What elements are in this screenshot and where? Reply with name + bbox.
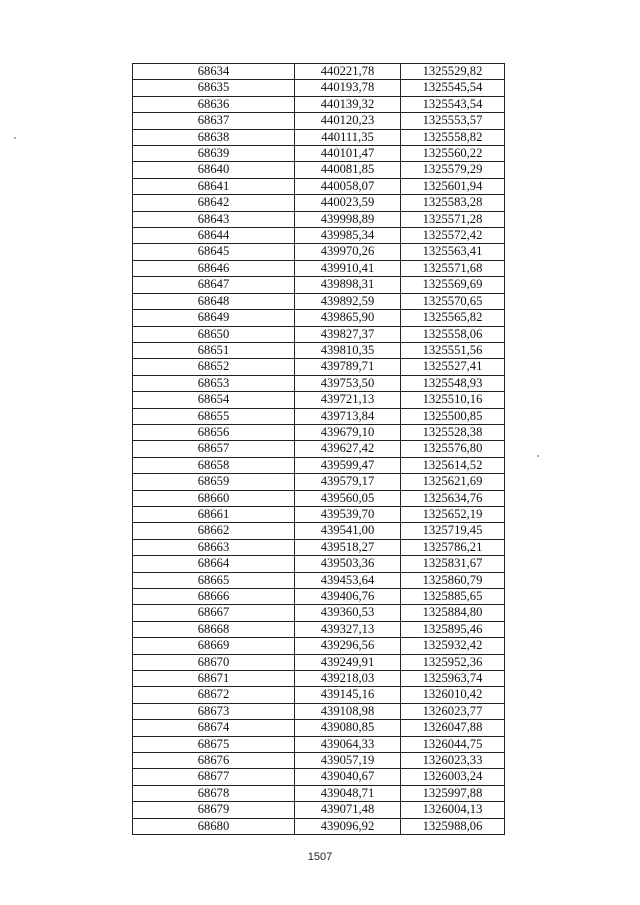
point-number-cell: 68636 (133, 96, 295, 112)
x-coordinate-cell: 439827,37 (295, 326, 401, 342)
table-row (133, 260, 505, 276)
table-row (133, 506, 505, 522)
x-coordinate-cell: 439985,34 (295, 228, 401, 244)
point-number-cell: 68640 (133, 162, 295, 178)
x-coordinate-cell: 439998,89 (295, 211, 401, 227)
x-coordinate-cell: 439753,50 (295, 375, 401, 391)
table-row (133, 146, 505, 162)
table-row (133, 244, 505, 260)
y-coordinate-cell: 1325571,28 (401, 211, 505, 227)
point-number-cell: 68643 (133, 211, 295, 227)
y-coordinate-cell: 1325652,19 (401, 506, 505, 522)
table-row (133, 785, 505, 801)
x-coordinate-cell: 439040,67 (295, 769, 401, 785)
y-coordinate-cell: 1325884,80 (401, 605, 505, 621)
y-coordinate-cell: 1325895,46 (401, 621, 505, 637)
x-coordinate-cell: 439453,64 (295, 572, 401, 588)
y-coordinate-cell: 1326023,33 (401, 753, 505, 769)
point-number-cell: 68662 (133, 523, 295, 539)
y-coordinate-cell: 1325719,45 (401, 523, 505, 539)
table-row (133, 490, 505, 506)
y-coordinate-cell: 1325601,94 (401, 178, 505, 194)
point-number-cell: 68655 (133, 408, 295, 424)
y-coordinate-cell: 1325932,42 (401, 638, 505, 654)
x-coordinate-cell: 440120,23 (295, 113, 401, 129)
table-row (133, 572, 505, 588)
point-number-cell: 68650 (133, 326, 295, 342)
point-number-cell: 68670 (133, 654, 295, 670)
table-row (133, 638, 505, 654)
y-coordinate-cell: 1325563,41 (401, 244, 505, 260)
y-coordinate-cell: 1325560,22 (401, 146, 505, 162)
x-coordinate-cell: 440101,47 (295, 146, 401, 162)
point-number-cell: 68672 (133, 687, 295, 703)
table-row (133, 392, 505, 408)
point-number-cell: 68664 (133, 556, 295, 572)
point-number-cell: 68677 (133, 769, 295, 785)
y-coordinate-cell: 1325571,68 (401, 260, 505, 276)
y-coordinate-cell: 1325786,21 (401, 539, 505, 555)
point-number-cell: 68679 (133, 802, 295, 818)
x-coordinate-cell: 440221,78 (295, 64, 401, 80)
x-coordinate-cell: 439096,92 (295, 818, 401, 834)
table-row (133, 326, 505, 342)
table-row (133, 64, 505, 80)
table-row (133, 228, 505, 244)
y-coordinate-cell: 1325548,93 (401, 375, 505, 391)
point-number-cell: 68657 (133, 441, 295, 457)
table-row (133, 687, 505, 703)
point-number-cell: 68666 (133, 589, 295, 605)
point-number-cell: 68668 (133, 621, 295, 637)
point-number-cell: 68658 (133, 457, 295, 473)
x-coordinate-cell: 440058,07 (295, 178, 401, 194)
point-number-cell: 68642 (133, 195, 295, 211)
x-coordinate-cell: 439713,84 (295, 408, 401, 424)
point-number-cell: 68660 (133, 490, 295, 506)
y-coordinate-cell: 1325551,56 (401, 342, 505, 358)
table-row (133, 277, 505, 293)
x-coordinate-cell: 439541,00 (295, 523, 401, 539)
x-coordinate-cell: 440081,85 (295, 162, 401, 178)
table-row (133, 457, 505, 473)
point-number-cell: 68675 (133, 736, 295, 752)
y-coordinate-cell: 1325831,67 (401, 556, 505, 572)
table-row (133, 162, 505, 178)
x-coordinate-cell: 439145,16 (295, 687, 401, 703)
coordinate-table (132, 63, 505, 835)
point-number-cell: 68646 (133, 260, 295, 276)
x-coordinate-cell: 439910,41 (295, 260, 401, 276)
point-number-cell: 68639 (133, 146, 295, 162)
x-coordinate-cell: 439627,42 (295, 441, 401, 457)
x-coordinate-cell: 439599,47 (295, 457, 401, 473)
x-coordinate-cell: 439296,56 (295, 638, 401, 654)
table-row (133, 342, 505, 358)
scan-speck (537, 455, 539, 457)
point-number-cell: 68659 (133, 474, 295, 490)
table-row (133, 703, 505, 719)
point-number-cell: 68661 (133, 506, 295, 522)
table-row (133, 621, 505, 637)
x-coordinate-cell: 440193,78 (295, 80, 401, 96)
x-coordinate-cell: 439218,03 (295, 671, 401, 687)
point-number-cell: 68637 (133, 113, 295, 129)
y-coordinate-cell: 1325576,80 (401, 441, 505, 457)
y-coordinate-cell: 1325510,16 (401, 392, 505, 408)
y-coordinate-cell: 1325583,28 (401, 195, 505, 211)
point-number-cell: 68649 (133, 310, 295, 326)
page-number: 1507 (307, 851, 333, 863)
x-coordinate-cell: 439970,26 (295, 244, 401, 260)
point-number-cell: 68665 (133, 572, 295, 588)
point-number-cell: 68652 (133, 359, 295, 375)
y-coordinate-cell: 1325545,54 (401, 80, 505, 96)
table-row (133, 359, 505, 375)
y-coordinate-cell: 1326004,13 (401, 802, 505, 818)
point-number-cell: 68638 (133, 129, 295, 145)
point-number-cell: 68654 (133, 392, 295, 408)
y-coordinate-cell: 1325553,57 (401, 113, 505, 129)
table-row (133, 720, 505, 736)
table-row (133, 539, 505, 555)
table-row (133, 736, 505, 752)
x-coordinate-cell: 439518,27 (295, 539, 401, 555)
table-row (133, 769, 505, 785)
y-coordinate-cell: 1326003,24 (401, 769, 505, 785)
table-row (133, 424, 505, 440)
x-coordinate-cell: 439057,19 (295, 753, 401, 769)
point-number-cell: 68634 (133, 64, 295, 80)
point-number-cell: 68669 (133, 638, 295, 654)
table-row (133, 129, 505, 145)
y-coordinate-cell: 1325614,52 (401, 457, 505, 473)
y-coordinate-cell: 1325569,69 (401, 277, 505, 293)
y-coordinate-cell: 1326023,77 (401, 703, 505, 719)
table-row (133, 375, 505, 391)
y-coordinate-cell: 1325527,41 (401, 359, 505, 375)
x-coordinate-cell: 439327,13 (295, 621, 401, 637)
point-number-cell: 68645 (133, 244, 295, 260)
y-coordinate-cell: 1325528,38 (401, 424, 505, 440)
coordinate-table-body (133, 64, 505, 835)
table-row (133, 605, 505, 621)
point-number-cell: 68673 (133, 703, 295, 719)
point-number-cell: 68667 (133, 605, 295, 621)
table-row (133, 474, 505, 490)
x-coordinate-cell: 439071,48 (295, 802, 401, 818)
y-coordinate-cell: 1325500,85 (401, 408, 505, 424)
table-row (133, 195, 505, 211)
point-number-cell: 68656 (133, 424, 295, 440)
point-number-cell: 68674 (133, 720, 295, 736)
point-number-cell: 68651 (133, 342, 295, 358)
point-number-cell: 68676 (133, 753, 295, 769)
x-coordinate-cell: 439108,98 (295, 703, 401, 719)
x-coordinate-cell: 440139,32 (295, 96, 401, 112)
x-coordinate-cell: 439679,10 (295, 424, 401, 440)
y-coordinate-cell: 1325529,82 (401, 64, 505, 80)
point-number-cell: 68635 (133, 80, 295, 96)
point-number-cell: 68663 (133, 539, 295, 555)
point-number-cell: 68641 (133, 178, 295, 194)
point-number-cell: 68644 (133, 228, 295, 244)
table-row (133, 556, 505, 572)
table-row (133, 96, 505, 112)
x-coordinate-cell: 439360,53 (295, 605, 401, 621)
x-coordinate-cell: 440111,35 (295, 129, 401, 145)
x-coordinate-cell: 439560,05 (295, 490, 401, 506)
y-coordinate-cell: 1326010,42 (401, 687, 505, 703)
y-coordinate-cell: 1325952,36 (401, 654, 505, 670)
y-coordinate-cell: 1325570,65 (401, 293, 505, 309)
table-row (133, 178, 505, 194)
y-coordinate-cell: 1325565,82 (401, 310, 505, 326)
point-number-cell: 68671 (133, 671, 295, 687)
x-coordinate-cell: 439249,91 (295, 654, 401, 670)
y-coordinate-cell: 1326044,75 (401, 736, 505, 752)
y-coordinate-cell: 1325997,88 (401, 785, 505, 801)
table-row (133, 818, 505, 834)
y-coordinate-cell: 1325885,65 (401, 589, 505, 605)
table-row (133, 654, 505, 670)
point-number-cell: 68680 (133, 818, 295, 834)
scan-speck (14, 137, 16, 139)
table-row (133, 310, 505, 326)
y-coordinate-cell: 1325572,42 (401, 228, 505, 244)
table-row (133, 671, 505, 687)
point-number-cell: 68647 (133, 277, 295, 293)
x-coordinate-cell: 439892,59 (295, 293, 401, 309)
x-coordinate-cell: 439721,13 (295, 392, 401, 408)
table-row (133, 802, 505, 818)
table-row (133, 441, 505, 457)
x-coordinate-cell: 439080,85 (295, 720, 401, 736)
x-coordinate-cell: 439048,71 (295, 785, 401, 801)
y-coordinate-cell: 1325543,54 (401, 96, 505, 112)
x-coordinate-cell: 439865,90 (295, 310, 401, 326)
table-row (133, 589, 505, 605)
y-coordinate-cell: 1325988,06 (401, 818, 505, 834)
y-coordinate-cell: 1325558,82 (401, 129, 505, 145)
table-row (133, 211, 505, 227)
y-coordinate-cell: 1325963,74 (401, 671, 505, 687)
y-coordinate-cell: 1325634,76 (401, 490, 505, 506)
table-row (133, 408, 505, 424)
table-row (133, 293, 505, 309)
x-coordinate-cell: 439789,71 (295, 359, 401, 375)
x-coordinate-cell: 439503,36 (295, 556, 401, 572)
x-coordinate-cell: 439898,31 (295, 277, 401, 293)
y-coordinate-cell: 1326047,88 (401, 720, 505, 736)
x-coordinate-cell: 439406,76 (295, 589, 401, 605)
point-number-cell: 68653 (133, 375, 295, 391)
x-coordinate-cell: 439579,17 (295, 474, 401, 490)
y-coordinate-cell: 1325558,06 (401, 326, 505, 342)
y-coordinate-cell: 1325860,79 (401, 572, 505, 588)
x-coordinate-cell: 439064,33 (295, 736, 401, 752)
x-coordinate-cell: 439539,70 (295, 506, 401, 522)
table-row (133, 80, 505, 96)
table-row (133, 753, 505, 769)
x-coordinate-cell: 439810,35 (295, 342, 401, 358)
x-coordinate-cell: 440023,59 (295, 195, 401, 211)
table-row (133, 523, 505, 539)
point-number-cell: 68678 (133, 785, 295, 801)
table-row (133, 113, 505, 129)
point-number-cell: 68648 (133, 293, 295, 309)
y-coordinate-cell: 1325579,29 (401, 162, 505, 178)
y-coordinate-cell: 1325621,69 (401, 474, 505, 490)
